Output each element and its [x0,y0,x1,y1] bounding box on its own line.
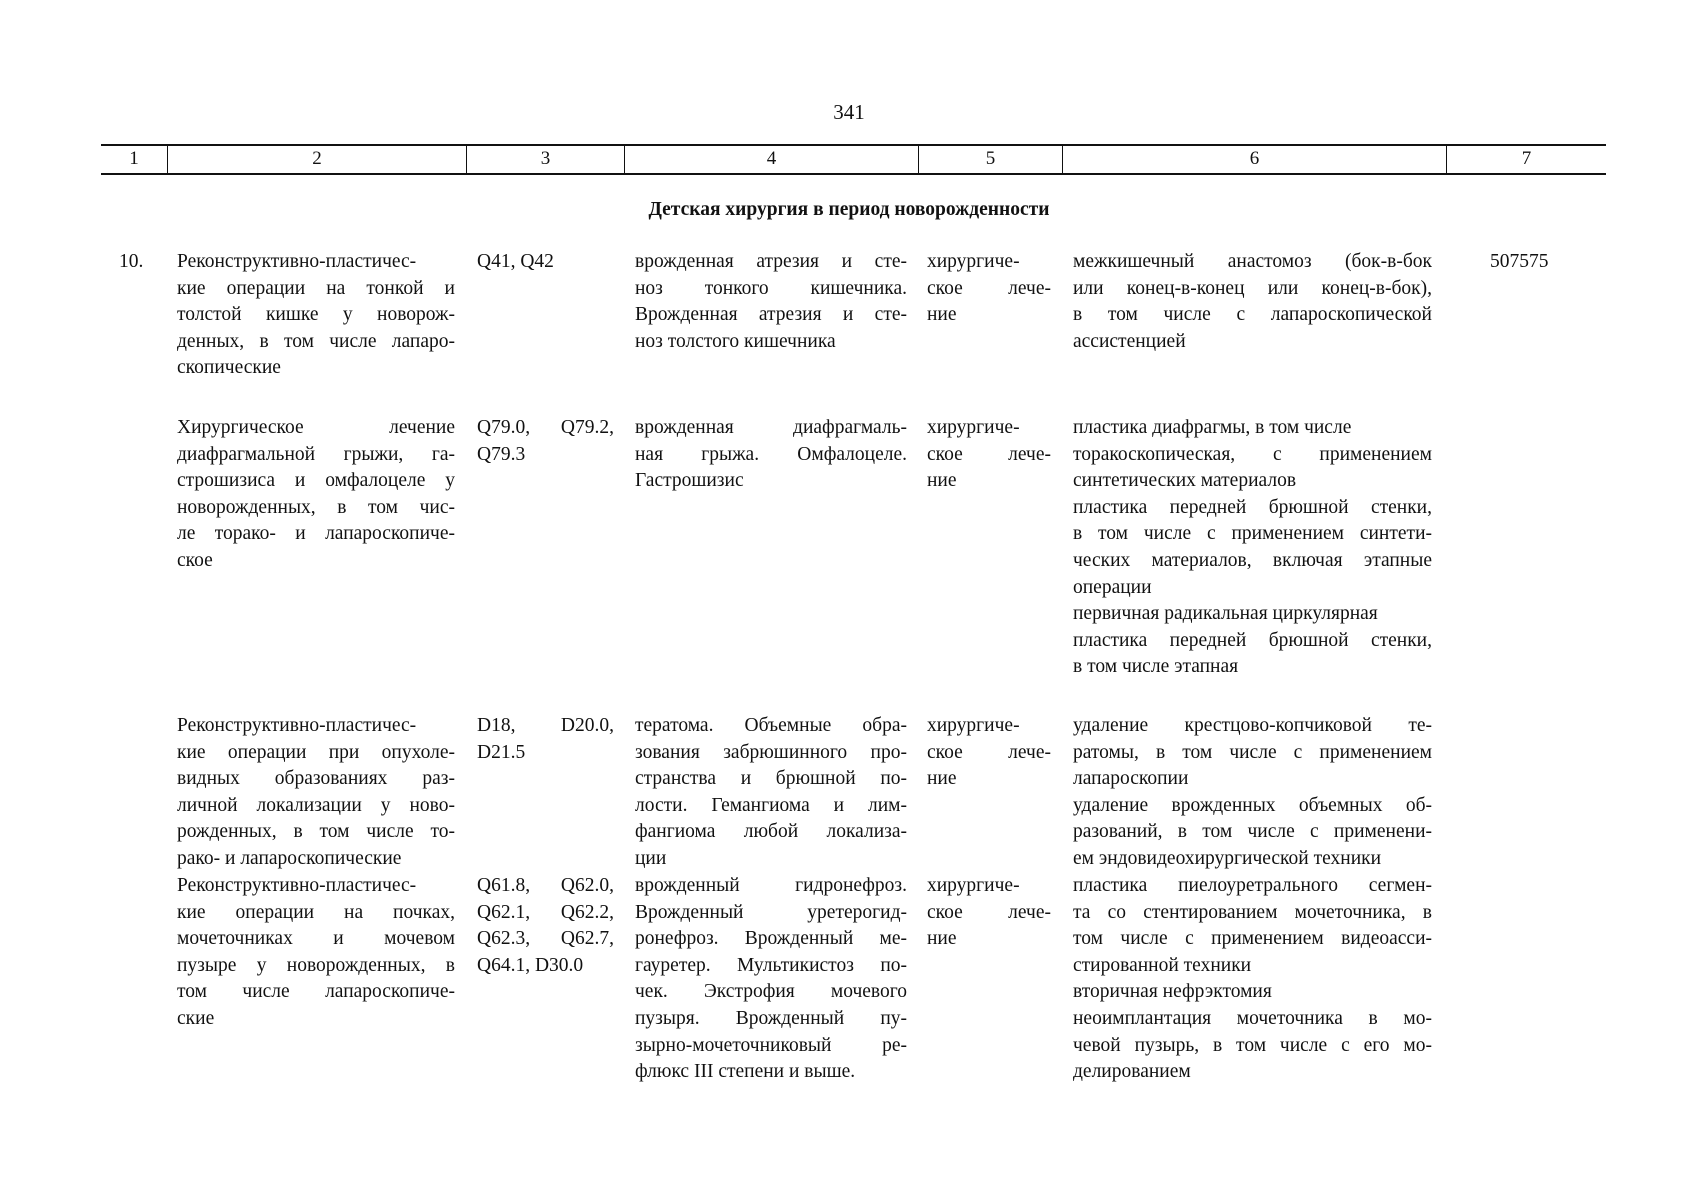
text-line: зырно-мочеточниковый ре- [635,1034,907,1056]
text-line: денных, в том числе лапаро- [177,330,455,352]
row-name [177,415,455,575]
text-line: D21.5 [477,741,526,763]
text-line: межкишечный анастомоз (бок-в-бок [1073,251,1432,272]
text-line: Q64.1, D30.0 [477,954,584,976]
text-line: том числе лапароскопиче- [177,981,455,1003]
text-line: врожденный гидронефроз. [635,875,907,896]
text-line: неоимплантация мочеточника в мо- [1073,1007,1432,1029]
text-line: ское лече- [927,741,1051,763]
text-line: кие операции на почках, [177,901,455,923]
text-line: диафрагмальной грыжи, га- [177,443,455,465]
text-line: чек. Экстрофия мочевого [635,981,907,1003]
text-line: ноз толстого кишечника [635,330,836,352]
row-diagnosis [635,249,907,355]
text-line: ции [635,847,667,869]
row-name [177,713,455,873]
text-line: стированной техники [1073,954,1252,976]
text-line: Реконструктивно-пластичес- [177,715,417,736]
text-line: Реконструктивно-пластичес- [177,875,417,896]
text-line: ние [927,470,957,492]
text-line: ние [927,928,957,950]
text-line: та со стентированием мочеточника, в [1073,901,1432,923]
text-line: ем эндовидеохирургической техники [1073,847,1382,869]
text-line: пластика передней брюшной стенки, [1073,629,1432,651]
row-method [1073,415,1432,681]
text-line: ноз тонкого кишечника. [635,277,907,299]
text-line: ние [927,768,957,790]
text-line: флюкс III степени и выше. [635,1061,856,1083]
text-line: Q79.0, Q79.2, [477,417,614,438]
row-treatment [927,873,1051,953]
row-codes [477,249,614,276]
text-line: Реконструктивно-пластичес- [177,251,417,272]
text-line: скопические [177,357,281,379]
text-line: операции [1073,576,1152,598]
text-line: ское лече- [927,443,1051,465]
text-line: кие операции на тонкой и [177,277,455,299]
text-line: пузыря. Врожденный пу- [635,1007,907,1029]
text-line: строшизиса и омфалоцеле у [177,470,455,492]
text-line: ле торако- и лапароскопиче- [177,523,455,545]
text-line: Q79.3 [477,443,526,465]
text-line: ная грыжа. Омфалоцеле. [635,443,907,465]
column-header-4: 4 [625,146,919,173]
text-line: в том числе с лапароскопической [1073,304,1432,326]
text-line: чевой пузырь, в том числе с его мо- [1073,1034,1432,1056]
text-line: лапароскопии [1073,768,1189,790]
row-name [177,873,455,1033]
section-title: Детская хирургия в период новорожденности [648,199,1050,220]
page-number: 341 [833,100,865,124]
text-line: хирургиче- [927,417,1020,438]
row-method [1073,249,1432,355]
text-line: вторичная нефрэктомия [1073,981,1272,1003]
text-line: рожденных, в том числе то- [177,821,455,843]
row-treatment [927,249,1051,329]
text-line: фангиома любой локализа- [635,821,907,843]
text-line: синтетических материалов [1073,470,1297,492]
text-line: Гастрошизис [635,470,744,492]
text-line: Q61.8, Q62.0, [477,875,614,896]
text-line: ронефроз. Врожденный ме- [635,928,907,950]
row-diagnosis [635,713,907,873]
row-codes [477,873,614,979]
text-line: первичная радикальная циркулярная [1073,603,1378,625]
text-line: лости. Гемангиома и лим- [635,794,907,816]
row-cost: 507575 [1490,251,1549,272]
text-line: Хирургическое лечение [177,417,455,438]
row-number: 10. [119,251,144,272]
column-header-2: 2 [168,146,467,173]
text-line: Q41, Q42 [477,251,554,272]
column-header-row [101,144,1606,175]
text-line: Врожденная атрезия и сте- [635,304,907,326]
text-line: видных образованиях раз- [177,768,455,790]
text-line: странства и брюшной по- [635,768,907,790]
text-line: D18, D20.0, [477,715,614,736]
text-line: новорожденных, в том чис- [177,496,455,518]
text-line: врожденная атрезия и сте- [635,251,907,272]
text-line: врожденная диафрагмаль- [635,417,907,438]
row-method [1073,713,1432,873]
text-line: в том числе с применением синтети- [1073,523,1432,545]
row-method [1073,873,1432,1086]
text-line: разований, в том числе с применени- [1073,821,1432,843]
text-line: делированием [1073,1061,1191,1083]
text-line: гауретер. Мультикистоз по- [635,954,907,976]
text-line: ние [927,304,957,326]
text-line: хирургиче- [927,251,1020,272]
text-line: зования забрюшинного про- [635,741,907,763]
column-header-1: 1 [101,146,168,173]
row-treatment [927,415,1051,495]
text-line: хирургиче- [927,875,1020,896]
text-line: мочеточниках и мочевом [177,928,455,950]
text-line: или конец-в-конец или конец-в-бок), [1073,277,1432,299]
text-line: в том числе этапная [1073,656,1239,678]
text-line: ассистенцией [1073,330,1186,352]
text-line: пластика пиелоуретрального сегмен- [1073,875,1432,896]
text-line: ское лече- [927,277,1051,299]
text-line: тератома. Объемные обра- [635,715,907,736]
column-header-5: 5 [919,146,1063,173]
text-line: ратомы, в том числе с применением [1073,741,1432,763]
text-line: хирургиче- [927,715,1020,736]
text-line: торакоскопическая, с применением [1073,443,1432,465]
row-treatment [927,713,1051,793]
text-line: толстой кишке у новорож- [177,304,455,326]
text-line: ческих материалов, включая этапные [1073,549,1432,571]
row-codes [477,713,614,766]
text-line: пузыре у новорожденных, в [177,954,455,976]
text-line: Врожденный уретерогид- [635,901,907,923]
row-diagnosis [635,873,907,1086]
text-line: удаление крестцово-копчиковой те- [1073,715,1432,736]
text-line: Q62.3, Q62.7, [477,928,614,950]
text-line: пластика диафрагмы, в том числе [1073,417,1352,438]
text-line: том числе с применением видеоасси- [1073,928,1432,950]
row-name [177,249,455,382]
text-line: ское лече- [927,901,1051,923]
text-line: пластика передней брюшной стенки, [1073,496,1432,518]
column-header-3: 3 [467,146,625,173]
text-line: рако- и лапароскопические [177,847,402,869]
text-line: ское [177,549,213,571]
column-header-7: 7 [1521,148,1532,169]
column-header-6: 6 [1063,146,1447,173]
text-line: Q62.1, Q62.2, [477,901,614,923]
text-line: ские [177,1007,215,1029]
text-line: личной локализации у ново- [177,794,455,816]
row-diagnosis [635,415,907,495]
row-codes [477,415,614,468]
text-line: кие операции при опухоле- [177,741,455,763]
text-line: удаление врожденных объемных об- [1073,794,1432,816]
